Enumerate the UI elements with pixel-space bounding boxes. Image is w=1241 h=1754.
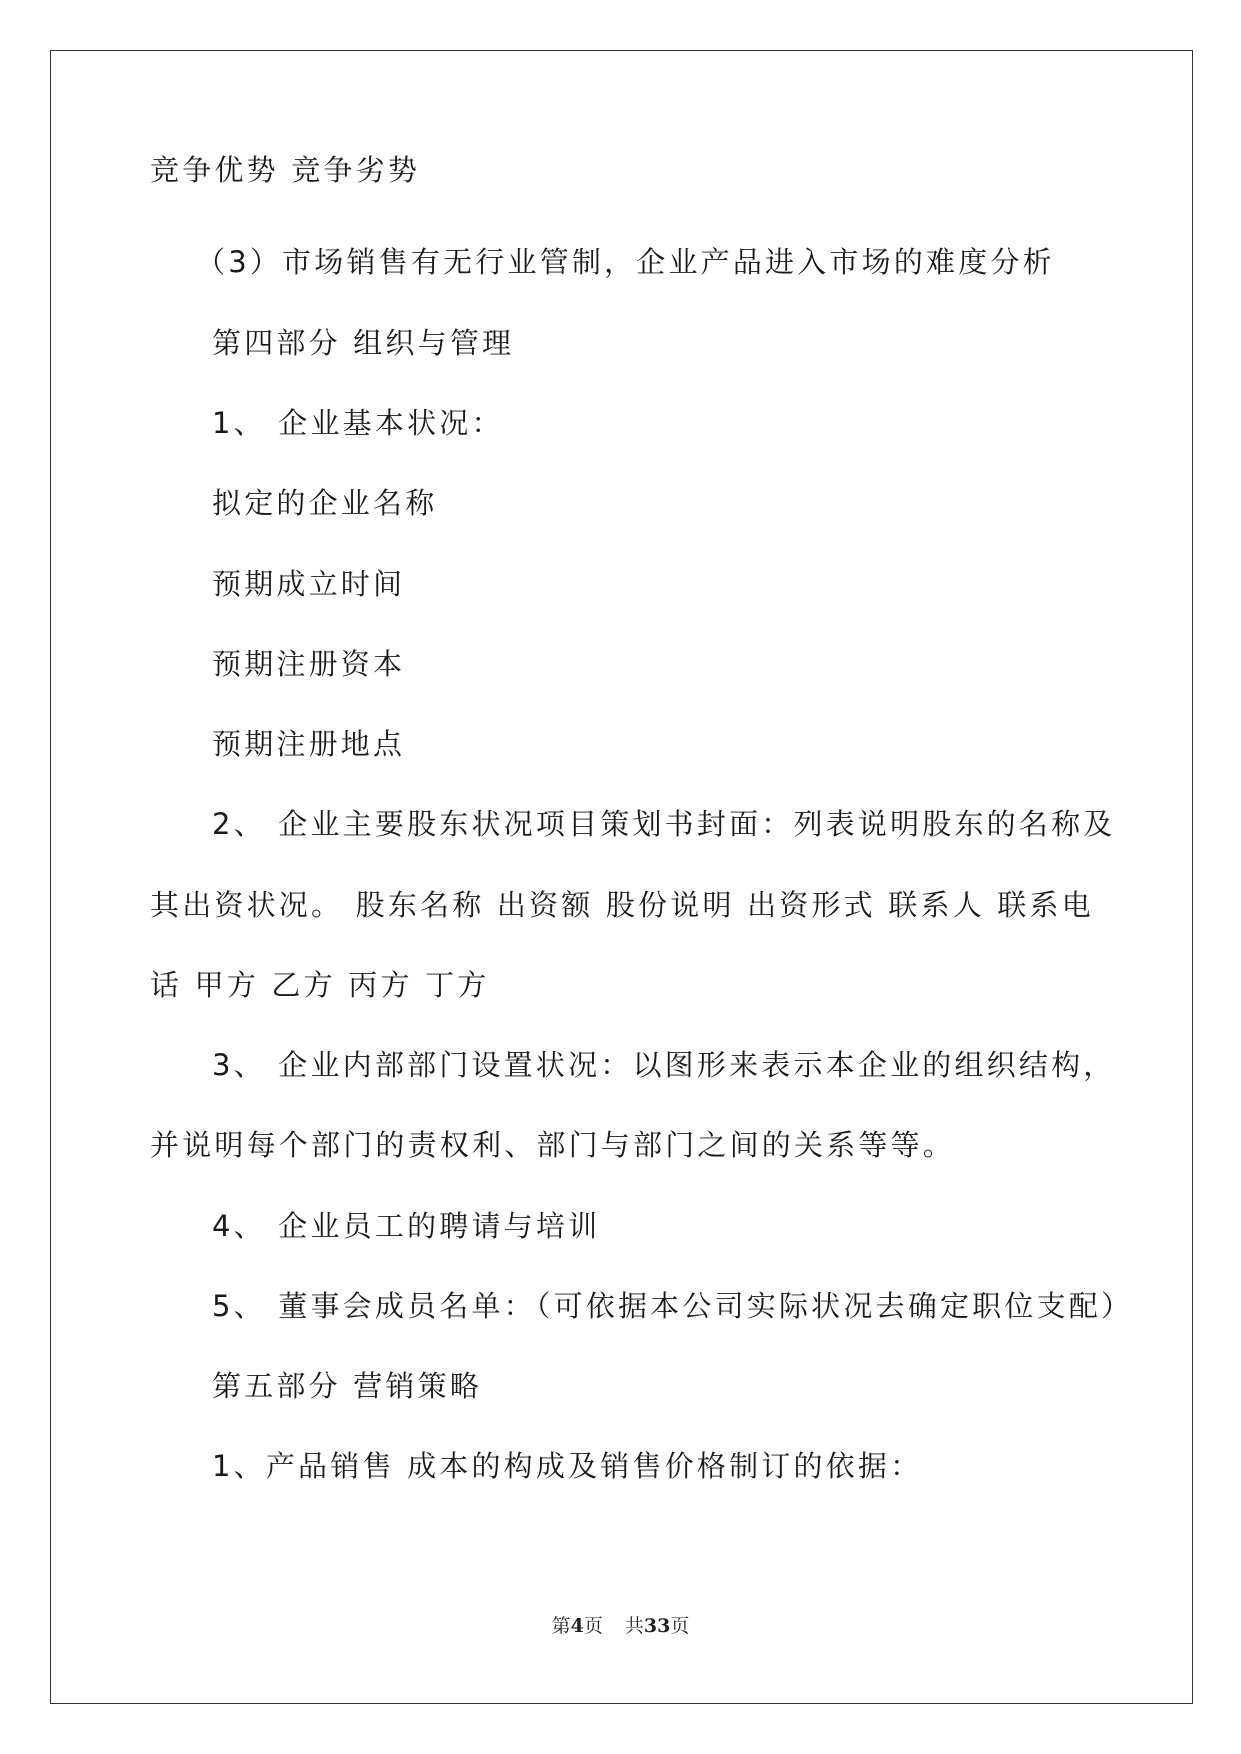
text-line-shareholders: 其出资状况。 股东名称 出资额 股份说明 出资形式 联系人 联系电: [150, 888, 1094, 922]
page-suffix: 页: [583, 1615, 603, 1637]
text-line-item1: 1、 企业基本状况：: [212, 406, 504, 440]
text-line-founding-time: 预期成立时间: [212, 567, 406, 601]
text-line-market-regulation: （3）市场销售有无行业管制，企业产品进入市场的难度分析: [196, 245, 1055, 279]
section-heading-part4: 第四部分 组织与管理: [212, 326, 515, 360]
text-line-location: 预期注册地点: [212, 727, 406, 761]
text-line-item4: 4、 企业员工的聘请与培训: [212, 1209, 601, 1243]
total-suffix: 页: [670, 1615, 690, 1637]
page-prefix: 第: [551, 1615, 571, 1637]
text-line-parties: 话 甲方 乙方 丙方 丁方: [150, 968, 490, 1002]
total-prefix: 共: [624, 1615, 644, 1637]
section-heading-part5: 第五部分 营销策略: [212, 1369, 483, 1403]
text-line-pricing: 1、产品销售 成本的构成及销售价格制订的依据：: [212, 1449, 923, 1483]
text-line-item2: 2、 企业主要股东状况项目策划书封面：列表说明股东的名称及: [212, 807, 1116, 841]
text-line-departments: 并说明每个部门的责权利、部门与部门之间的关系等等。: [150, 1128, 956, 1162]
text-line-company-name: 拟定的企业名称: [212, 486, 438, 520]
text-line-capital: 预期注册资本: [212, 647, 406, 681]
text-line-competition: 竞争优势 竞争劣势: [150, 153, 421, 187]
text-line-item3: 3、 企业内部部门设置状况：以图形来表示本企业的组织结构，: [212, 1048, 1116, 1082]
page-footer: [0, 1614, 1241, 1638]
text-line-item5: 5、 董事会成员名单：（可依据本公司实际状况去确定职位支配）: [212, 1289, 1134, 1323]
total-pages: 33: [643, 1615, 671, 1637]
page-number: 4: [570, 1615, 584, 1637]
